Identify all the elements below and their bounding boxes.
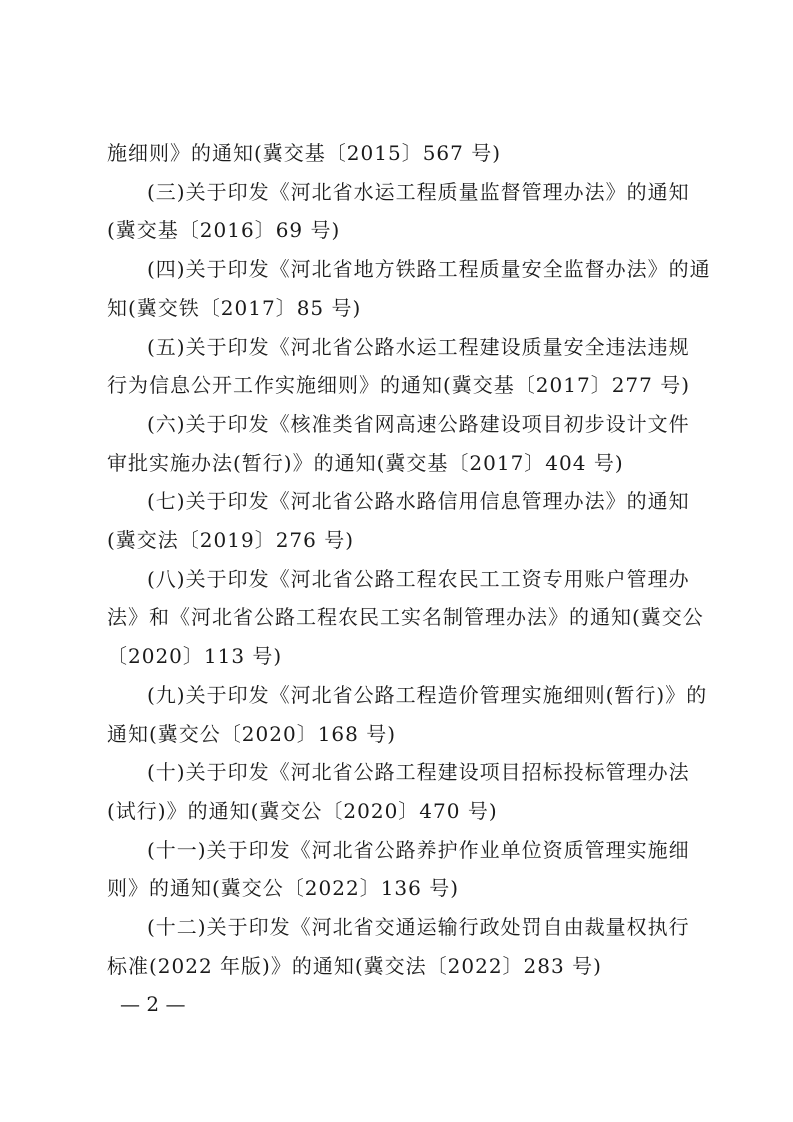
- text-line: (十二)关于印发《河北省交通运输行政处罚自由裁量权执行: [147, 915, 690, 940]
- document-body: [107, 134, 711, 985]
- text-line: (四)关于印发《河北省地方铁路工程质量安全监督办法》的通: [147, 257, 711, 282]
- text-line: 施细则》的通知(冀交基〔2015〕567 号): [107, 141, 502, 165]
- text-line: (十一)关于印发《河北省公路养护作业单位资质管理实施细: [147, 837, 690, 862]
- text-line: (五)关于印发《河北省公路水运工程建设质量安全违法违规: [147, 334, 690, 359]
- text-line: 标准(2022 年版)》的通知(冀交法〔2022〕283 号): [107, 953, 602, 978]
- text-line: (试行)》的通知(冀交公〔2020〕470 号): [107, 798, 498, 823]
- text-line: 法》和《河北省公路工程农民工实名制管理办法》的通知(冀交公: [107, 605, 704, 630]
- text-line: (九)关于印发《河北省公路工程造价管理实施细则(暂行)》的: [147, 682, 708, 707]
- text-line: 通知(冀交公〔2020〕168 号): [107, 721, 397, 746]
- text-line: 知(冀交铁〔2017〕85 号): [107, 295, 362, 320]
- page-number: — 2 —: [120, 992, 186, 1016]
- text-line: 行为信息公开工作实施细则》的通知(冀交基〔2017〕277 号): [107, 373, 691, 398]
- text-line: 审批实施办法(暂行)》的通知(冀交基〔2017〕404 号): [107, 450, 624, 475]
- text-line: 〔2020〕113 号): [107, 644, 283, 669]
- text-line: (冀交基〔2016〕69 号): [107, 218, 341, 243]
- text-line: (十)关于印发《河北省公路工程建设项目招标投标管理办法: [147, 760, 690, 785]
- text-line: (冀交法〔2019〕276 号): [107, 528, 355, 553]
- text-line: (八)关于印发《河北省公路工程农民工工资专用账户管理办: [147, 566, 690, 591]
- text-line: (七)关于印发《河北省公路水路信用信息管理办法》的通知: [147, 489, 690, 514]
- text-line: 则》的通知(冀交公〔2022〕136 号): [107, 876, 460, 901]
- text-line: (六)关于印发《核准类省网高速公路建设项目初步设计文件: [147, 411, 690, 436]
- text-line: (三)关于印发《河北省水运工程质量监督管理办法》的通知: [147, 179, 690, 204]
